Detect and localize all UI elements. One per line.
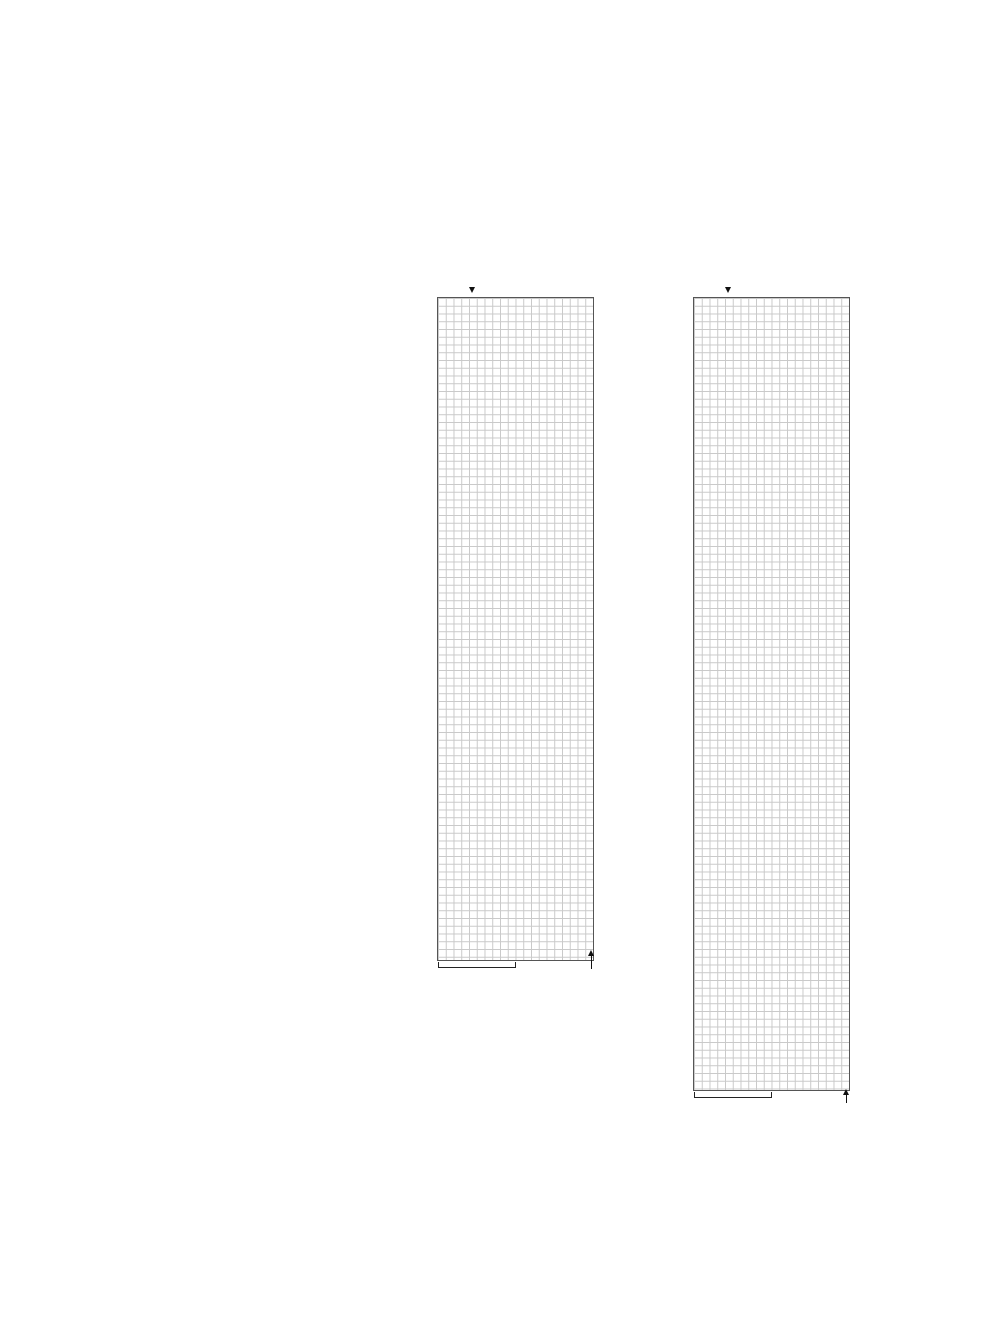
repeat-bracket bbox=[694, 1092, 772, 1098]
arrow-up-icon bbox=[588, 950, 594, 956]
chart-grid-right bbox=[693, 297, 850, 1091]
repeat-bracket bbox=[438, 962, 516, 968]
arrow-down-icon bbox=[469, 287, 475, 293]
footer bbox=[903, 1274, 925, 1289]
arrow-down-icon bbox=[725, 287, 731, 293]
chart-grid-left bbox=[437, 297, 594, 961]
instructions-column bbox=[72, 195, 372, 255]
arrow-up-icon bbox=[843, 1089, 849, 1095]
